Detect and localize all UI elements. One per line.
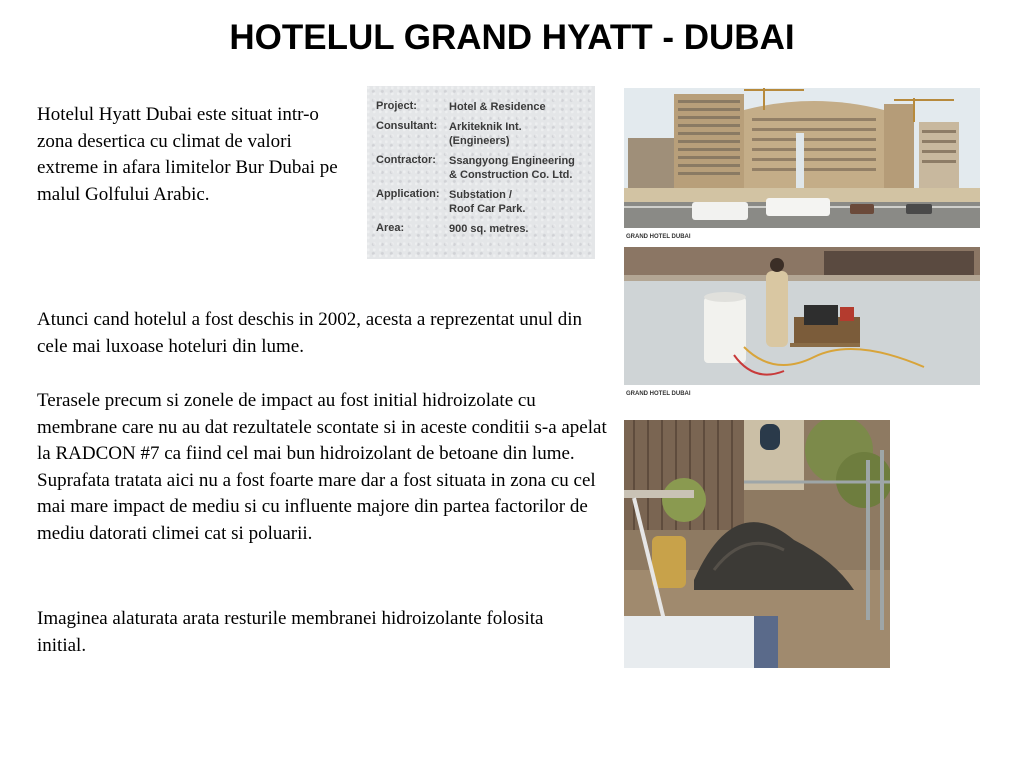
page-title: HOTELUL GRAND HYATT - DUBAI (229, 18, 795, 57)
membrane-debris-photo (624, 420, 890, 668)
photo-caption: GRAND HOTEL DUBAI (626, 391, 691, 397)
photo-caption: GRAND HOTEL DUBAI (626, 234, 691, 240)
card-value: Arkiteknik Int. (Engineers) (449, 121, 522, 147)
project-info-card (367, 86, 595, 259)
card-value: Ssangyong Engineering & Construction Co. Ltd. (449, 155, 575, 181)
roof-application-photo (624, 247, 980, 385)
card-value: Hotel & Residence (449, 101, 546, 113)
card-key: Application: (376, 188, 440, 200)
card-key: Contractor: (376, 154, 436, 166)
card-row-area (367, 222, 595, 236)
opening-paragraph: Atunci cand hotelul a fost deschis in 2002, acesta a reprezentat unul din cele mai luxoase hoteluri din lume. (37, 309, 583, 357)
card-key: Area: (376, 222, 405, 234)
card-key: Consultant: (376, 120, 438, 132)
card-row-consultant (367, 120, 595, 148)
card-value: 900 sq. metres. (449, 223, 529, 235)
image-note-paragraph: Imaginea alaturata arata resturile membranei hidroizolante folosita initial. (37, 608, 544, 656)
intro-paragraph: Hotelul Hyatt Dubai este situat intr-o zona desertica cu climat de valori extreme in afara limitelor Bur Dubai pe malul Golfului Arabic. (37, 104, 338, 205)
treatment-paragraph: Terasele precum si zonele de impact au fost initial hidroizolate cu membrane care nu au dat rezultatele scontate si in aceste conditii s-a apelat la RADCON #7 ca fiind cel mai bun hidroizolant de betoane din lume. Suprafata tratata aici nu a fost foarte mare dar a fost situata in zona cu cel mai mare impact de mediu si cu influente majore din partea factorilor de mediu datorati climei cat si poluarii. (37, 390, 607, 544)
card-row-contractor (367, 154, 595, 182)
card-key: Project: (376, 100, 417, 112)
card-value: Substation / Roof Car Park. (449, 189, 526, 215)
card-row-project (367, 100, 595, 114)
card-row-application (367, 188, 595, 216)
hotel-exterior-photo (624, 88, 980, 228)
